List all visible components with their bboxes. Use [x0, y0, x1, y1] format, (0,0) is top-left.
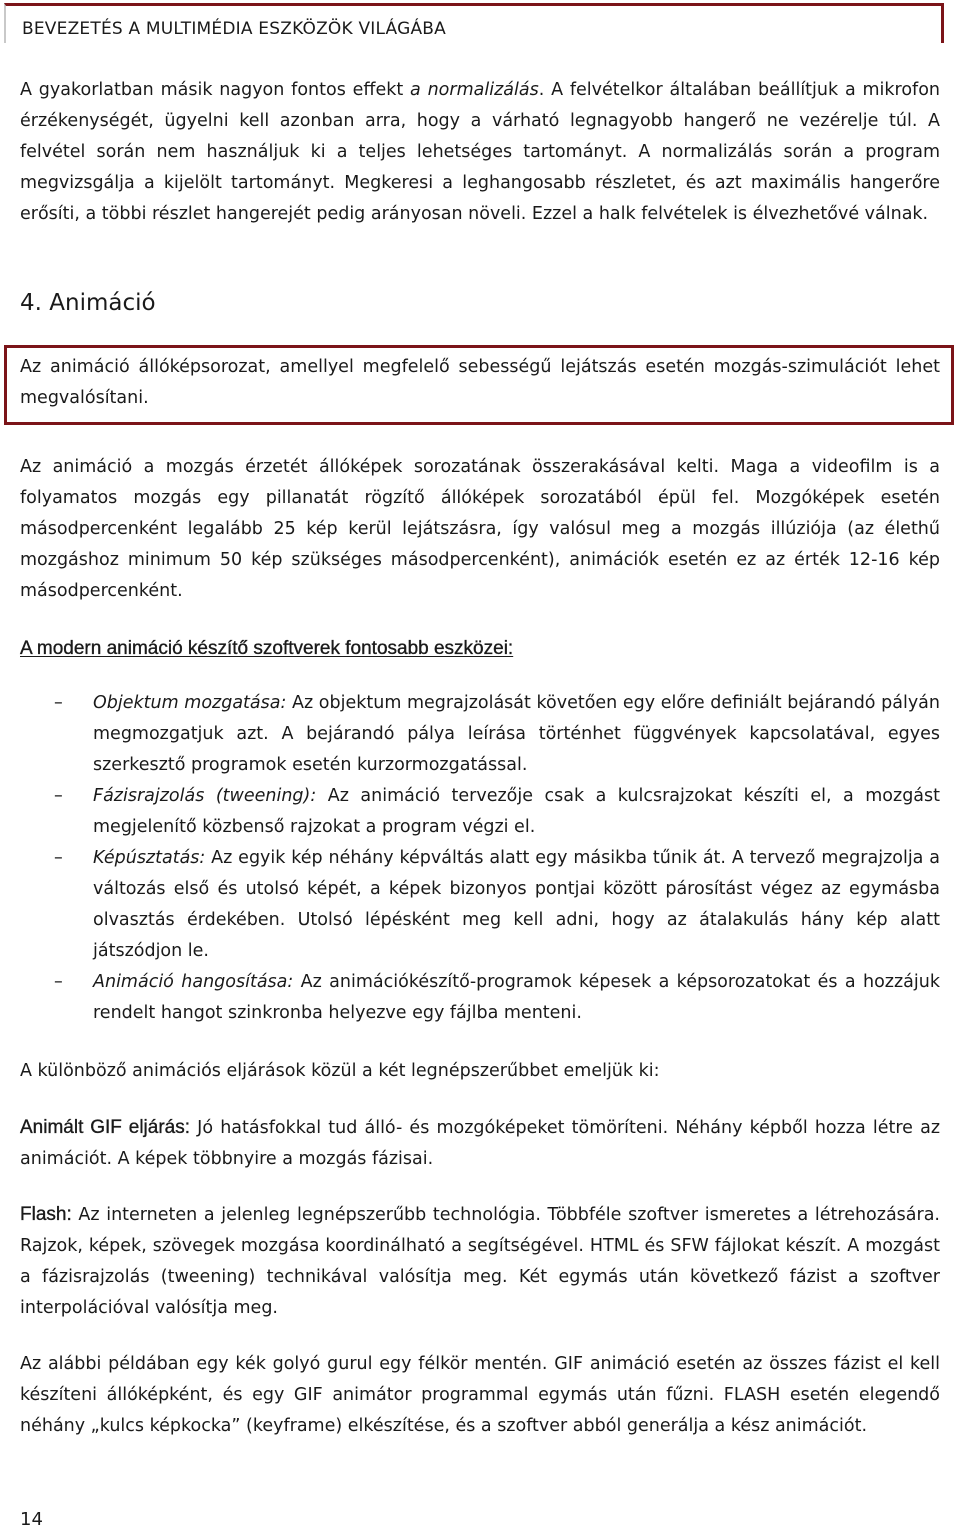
intro-text-before: A gyakorlatban másik nagyon fontos effekt: [20, 80, 411, 100]
list-dash: –: [54, 848, 63, 868]
flash-text: Az interneten a jelenleg legnépszerűbb technológia. Többféle szoftver ismeretes a létrehozására. Rajzok, képek, szövegek mozgása koordinálható a segítségével. HTML és SFW fájlokat készít. A mozgást a fázisrajzolás (tweening) technikával valósítja meg. Két egymás után következő fázist a szoftver interpolációval valósítja meg.: [20, 1205, 940, 1318]
flash-label: Flash:: [20, 1204, 72, 1225]
tools-list: [20, 688, 940, 1029]
list-item: [20, 688, 940, 781]
list-item: [20, 967, 940, 1029]
list-item: [20, 843, 940, 967]
animation-paragraph: Az animáció a mozgás érzetét állóképek sorozatának összerakásával kelti. Maga a videofilm is a folyamatos mozgás egy pillanatát rögzítő állóképek sorozatából épül fel. Mozgóképek esetén másodpercenként legalább 25 kép kerül lejátszásra, így valósul meg a mozgás illúziója (az élethű mozgáshoz minimum 50 kép szükséges másodpercenként), animációk esetén ez az érték 12-16 kép másodpercenként.: [20, 457, 940, 601]
list-dash: –: [54, 786, 63, 806]
list-item: [20, 781, 940, 843]
gif-paragraph: [20, 1112, 940, 1175]
intro-paragraph: [20, 75, 940, 230]
list-item-text: Az animáció tervezője csak a kulcsrajzokat készíti el, a mozgást megjelenítő közbenső rajzokat a program végzi el.: [93, 786, 941, 837]
list-dash: –: [54, 972, 63, 992]
list-item-term: Objektum mozgatása:: [93, 693, 287, 713]
tools-heading: [20, 633, 940, 665]
intro-text-after: . A felvételkor általában beállítjuk a mikrofon érzékenységét, ügyelni kell azonban arra, hogy a várható legnagyobb hangerő ne vezérelje túl. A felvétel során nem használjuk ki a teljes lehetséges tartományt. A normalizálás során a program megvizsgálja a kijelölt tartományt. Megkeresi a leghangosabb részletet, és azt maximális hangerőre erősíti, a többi részlet hangerejét pedig arányosan növeli. Ezzel a halk felvételek is élvezhetővé válnak.: [20, 80, 941, 224]
page-number: 14: [20, 1509, 43, 1530]
intro-term: a normalizálás: [410, 80, 539, 100]
flash-paragraph: [20, 1199, 940, 1324]
definition-text: Az animáció állóképsorozat, amellyel megfelelő sebességű lejátszás esetén mozgás-szimulációt lehet megvalósítani.: [20, 357, 940, 408]
gif-text: Jó hatásfokkal tud álló- és mozgóképeket tömöríteni. Néhány képből hozza létre az animációt. A képek többnyire a mozgás fázisai.: [20, 1118, 941, 1169]
header-title: BEVEZETÉS A MULTIMÉDIA ESZKÖZÖK VILÁGÁBA: [22, 19, 446, 39]
list-dash: –: [54, 693, 63, 713]
list-item-term: Animáció hangosítása:: [93, 972, 294, 992]
example-paragraph: Az alábbi példában egy kék golyó gurul egy félkör mentén. GIF animáció esetén az összes fázist el kell készíteni állóképként, és egy GIF animátor programmal egymás után fűzni. FLASH esetén elegendő néhány „kulcs képkocka” (keyframe) elkészítése, és a szoftver abból generálja a kész animációt.: [20, 1354, 940, 1436]
gif-label: Animált GIF eljárás:: [20, 1117, 191, 1138]
methods-intro: A különböző animációs eljárások közül a két legnépszerűbbet emeljük ki:: [20, 1061, 660, 1081]
list-item-term: Képúsztatás:: [93, 848, 206, 868]
tools-heading-text: A modern animáció készítő szoftverek fontosabb eszközei:: [20, 638, 514, 659]
list-item-text: Az animációkészítő-programok képesek a képsorozatokat és a hozzájuk rendelt hangot szinkronba helyezve egy fájlba menteni.: [93, 972, 940, 1023]
list-item-term: Fázisrajzolás (tweening):: [93, 786, 317, 806]
section-heading: 4. Animáció: [20, 290, 156, 316]
list-item-text: Az objektum megrajzolását követően egy előre definiált bejárandó pályán megmozgatjuk azt. A bejárandó pálya leírása történhet függvények kapcsolatával, egyes szerkesztő programok esetén kurzormozgatással.: [93, 693, 940, 775]
list-item-text: Az egyik kép néhány képváltás alatt egy másikba tűnik át. A tervező megrajzolja a változás első és utolsó képét, a képek bizonyos pontjai között párosítást végez az egymásba olvasztás érdekében. Utolsó lépésként meg kell adni, hogy az átalakulás hány kép alatt játszódjon le.: [93, 848, 940, 961]
page-header: [4, 3, 944, 43]
